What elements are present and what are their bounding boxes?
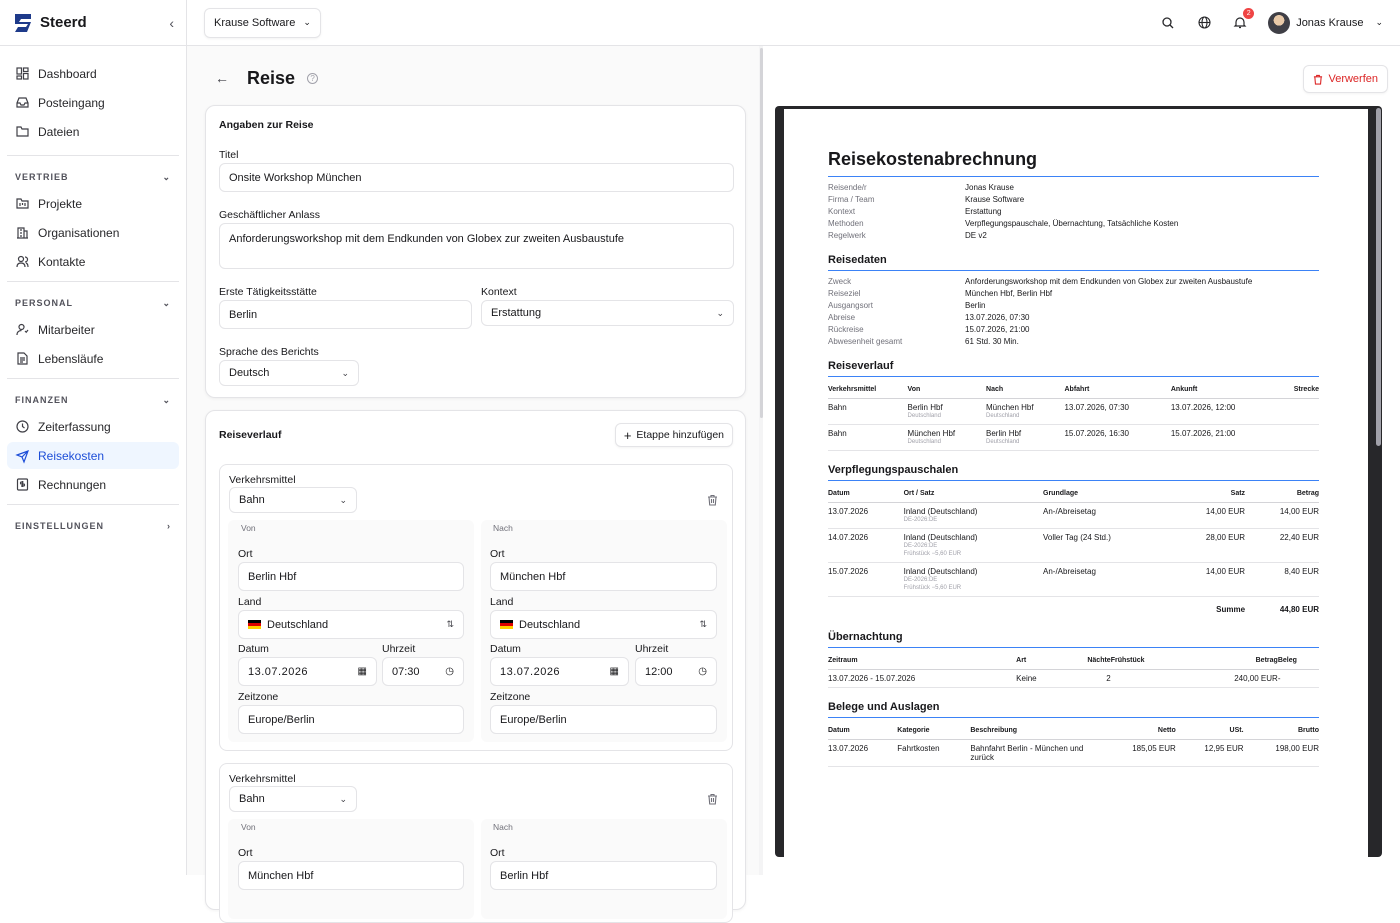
to-time-value: 12:00: [645, 665, 673, 678]
to-time-input[interactable]: [635, 657, 717, 686]
table-row: [828, 563, 1319, 597]
from-tz-input[interactable]: Europe/Berlin: [238, 705, 464, 734]
from-date-input[interactable]: [238, 657, 377, 686]
column-header: Strecke: [1277, 383, 1319, 399]
leg-card-1: [219, 464, 733, 751]
column-header: Art: [1016, 654, 1060, 670]
sidebar-item-contacts[interactable]: [7, 248, 179, 275]
place: München Hbf: [986, 403, 1034, 412]
mode-select[interactable]: [229, 487, 357, 513]
sidebar-item-employees[interactable]: [7, 316, 179, 343]
place: Berlin Hbf: [986, 429, 1022, 438]
amount-cell: 14,00 EUR: [1245, 503, 1319, 529]
table-header-row: [828, 654, 1319, 670]
from-place-label: Ort: [238, 847, 253, 859]
trash-icon[interactable]: [707, 494, 718, 509]
chevron-down-icon: ⌄: [1375, 17, 1383, 27]
section-title: EINSTELLUNGEN: [15, 521, 105, 531]
field-value: Berlin: [965, 301, 986, 310]
place: Berlin Hbf: [907, 403, 943, 412]
to-country-value: Deutschland: [519, 618, 581, 631]
back-arrow-icon[interactable]: ←: [215, 70, 229, 86]
mode-label: Verkehrsmittel: [229, 773, 296, 785]
column-header: USt.: [1176, 724, 1244, 740]
section-heading: Verpflegungspauschalen: [828, 464, 1319, 481]
sidebar-item-dashboard[interactable]: [7, 60, 179, 87]
pdf-viewer[interactable]: [775, 106, 1382, 857]
language-select[interactable]: [219, 360, 359, 386]
folder-icon: [15, 125, 29, 139]
divider: [7, 155, 179, 156]
field-value: Erstattung: [965, 207, 1002, 216]
receipt-cell: 185,05 EUR: [1100, 740, 1175, 767]
distance-cell: [1277, 425, 1319, 451]
reason-label: Geschäftlicher Anlass: [219, 209, 320, 221]
section-vertrieb[interactable]: [0, 166, 186, 188]
clock-icon[interactable]: ◷: [445, 666, 454, 677]
section-personal[interactable]: [0, 292, 186, 314]
arrival-cell: 13.07.2026, 12:00: [1171, 399, 1277, 425]
table-row: [828, 399, 1319, 425]
user-name: Jonas Krause: [1296, 16, 1364, 29]
sidebar-item-label: Zeiterfassung: [38, 419, 111, 434]
to-place-label: Ort: [490, 548, 505, 560]
title-input[interactable]: Onsite Workshop München: [219, 163, 734, 192]
sidebar-item-inbox[interactable]: [7, 89, 179, 116]
field-label: Zweck: [828, 277, 852, 286]
field-value: Anforderungsworkshop mit dem Endkunden von Globex zur zweiten Ausbaustufe: [965, 277, 1253, 286]
field-label: Kontext: [828, 207, 856, 216]
divider: [7, 281, 179, 282]
column-header: Kategorie: [897, 724, 970, 740]
pdf-scrollbar[interactable]: [1376, 108, 1381, 446]
mode-cell: Bahn: [828, 425, 908, 451]
to-country-label: Land: [490, 596, 514, 608]
field-label: Rückreise: [828, 325, 864, 334]
field-value: München Hbf, Berlin Hbf: [965, 289, 1053, 298]
column-header: Brutto: [1244, 724, 1319, 740]
card-title: Reiseverlauf: [219, 429, 282, 441]
preview-panel: [763, 46, 1400, 875]
brand: [0, 0, 186, 46]
context-select[interactable]: [481, 300, 734, 326]
add-leg-label: Etappe hinzufügen: [636, 429, 724, 441]
rate-code: DE-2026:DE: [903, 543, 938, 549]
chevron-down-icon: ⌄: [341, 367, 349, 378]
from-place-input[interactable]: München Hbf: [238, 861, 464, 890]
to-date-input[interactable]: [490, 657, 629, 686]
field-value: Krause Software: [965, 195, 1025, 204]
deduction: Frühstück −5,60 EUR: [903, 585, 962, 591]
from-cell: [908, 425, 986, 451]
place: Inland (Deutschland): [903, 567, 978, 576]
rate-code: DE-2026:DE: [903, 577, 938, 583]
collapse-sidebar-button[interactable]: ‹: [169, 14, 174, 31]
workplace-label: Erste Tätigkeitsstätte: [219, 286, 317, 298]
chevron-down-icon: ⌄: [162, 394, 171, 405]
sidebar-item-files[interactable]: [7, 118, 179, 145]
table-header-row: [828, 487, 1319, 503]
org-switcher[interactable]: [204, 8, 321, 38]
column-header: Grundlage: [1043, 487, 1171, 503]
reason-textarea[interactable]: Anforderungsworkshop mit dem Endkunden von Globex zur zweiten Ausbaustufe: [219, 223, 734, 269]
from-label: Von: [241, 523, 256, 533]
trip-data: [828, 277, 1319, 347]
section-heading: Belege und Auslagen: [828, 701, 1319, 718]
from-time-input[interactable]: [382, 657, 464, 686]
mode-value: Bahn: [239, 793, 265, 805]
country: Deutschland: [907, 413, 941, 419]
leg-card-2: [219, 763, 733, 923]
table-row: [828, 529, 1319, 563]
column-header: Betrag: [1184, 654, 1278, 670]
chevron-down-icon: ⌄: [716, 307, 724, 318]
section-title: VERTRIEB: [15, 172, 69, 182]
field-value: 61 Std. 30 Min.: [965, 337, 1019, 346]
section-einstellungen[interactable]: [0, 515, 186, 537]
brand-name: Steerd: [40, 14, 87, 31]
sidebar: [0, 0, 187, 875]
help-icon[interactable]: ?: [307, 73, 318, 84]
receipt-cell: 12,95 EUR: [1176, 740, 1244, 767]
column-header: Verkehrsmittel: [828, 383, 908, 399]
column-header: Beschreibung: [970, 724, 1100, 740]
field-label: Reiseziel: [828, 289, 861, 298]
column-header: Von: [908, 383, 986, 399]
table-row: [828, 503, 1319, 529]
column-header: Satz: [1171, 487, 1245, 503]
table-row: [828, 425, 1319, 451]
calendar-icon[interactable]: ▦: [357, 666, 367, 677]
to-place-input[interactable]: Berlin Hbf: [490, 861, 717, 890]
field-label: Regelwerk: [828, 231, 866, 240]
from-date-label: Datum: [238, 643, 269, 655]
field-label: Abwesenheit gesamt: [828, 337, 903, 346]
to-label: Nach: [493, 523, 513, 533]
receipt-cell: Fahrtkosten: [897, 740, 970, 767]
germany-flag-icon: [248, 620, 261, 629]
form-panel: [187, 46, 760, 882]
chevron-up-down-icon: ⇅: [446, 619, 454, 629]
trash-icon: [1313, 74, 1323, 85]
sidebar-item-label: Posteingang: [38, 95, 105, 110]
inbox-icon: [15, 96, 29, 110]
mode-value: Bahn: [239, 494, 265, 506]
user-icon: [15, 323, 29, 337]
sidebar-item-organisations[interactable]: [7, 219, 179, 246]
to-tz-label: Zeitzone: [490, 691, 531, 703]
sum-label: Summe: [1216, 605, 1246, 614]
language-value: Deutsch: [229, 367, 270, 379]
report-meta: [828, 183, 1319, 241]
notification-badge: 2: [1243, 8, 1254, 19]
from-tz-label: Zeitzone: [238, 691, 279, 703]
to-cell: [986, 425, 1064, 451]
from-place-label: Ort: [238, 548, 253, 560]
page-title: Reise: [247, 67, 296, 88]
bell-icon[interactable]: [1232, 9, 1251, 31]
to-place-input[interactable]: München Hbf: [490, 562, 717, 591]
route-card: [205, 410, 746, 910]
hotel-cell: 13.07.2026 - 15.07.2026: [828, 670, 1016, 688]
hotel-cell: -: [1278, 670, 1319, 688]
field-value: DE v2: [965, 231, 987, 240]
amount-cell: 22,40 EUR: [1245, 529, 1319, 563]
building-icon: [15, 226, 29, 240]
hotel-cell: 2: [1060, 670, 1110, 688]
chevron-up-down-icon: ⇅: [699, 619, 707, 629]
file-text-icon: [15, 352, 29, 366]
column-header: Ort / Satz: [904, 487, 1043, 503]
field-label: Reisende/r: [828, 183, 867, 192]
topbar: [187, 0, 1400, 46]
place: München Hbf: [907, 429, 956, 438]
to-label: Nach: [493, 822, 513, 832]
folder-kanban-icon: [15, 197, 29, 211]
column-header: Netto: [1100, 724, 1175, 740]
column-header: Beleg: [1278, 654, 1319, 670]
distance-cell: [1277, 399, 1319, 425]
sidebar-item-invoices[interactable]: [7, 471, 179, 498]
rate-cell: 28,00 EUR: [1171, 529, 1245, 563]
sidebar-item-label: Reisekosten: [38, 448, 105, 463]
globe-icon[interactable]: [1196, 15, 1212, 31]
section-heading: Übernachtung: [828, 631, 1319, 648]
empty-cell: [828, 597, 904, 619]
field-value: 15.07.2026, 21:00: [965, 325, 1030, 334]
table-row: [828, 670, 1319, 688]
sidebar-item-label: Kontakte: [38, 254, 86, 269]
clock-icon[interactable]: ◷: [698, 666, 707, 677]
field-label: Ausgangsort: [828, 301, 873, 310]
report-title: Reisekostenabrechnung: [828, 149, 1319, 177]
add-leg-button[interactable]: [615, 423, 733, 447]
sidebar-item-label: Lebensläufe: [38, 351, 104, 366]
sum-row: [828, 597, 1319, 619]
to-cell: [986, 399, 1064, 425]
departure-cell: 13.07.2026, 07:30: [1064, 399, 1170, 425]
hotel-cell: [1111, 670, 1184, 688]
sidebar-item-cvs[interactable]: [7, 345, 179, 372]
plus-icon: +: [623, 427, 632, 443]
hotel-cell: 240,00 EUR: [1184, 670, 1278, 688]
field-label: Methoden: [828, 219, 864, 228]
hotel-table: [828, 654, 1319, 688]
date-cell: 13.07.2026: [828, 503, 904, 529]
sidebar-item-label: Rechnungen: [38, 477, 107, 492]
to-date-label: Datum: [490, 643, 521, 655]
trash-icon[interactable]: [707, 793, 718, 808]
card-title: Angaben zur Reise: [219, 119, 314, 131]
sidebar-item-label: Projekte: [38, 196, 83, 211]
empty-cell: [1043, 597, 1171, 619]
basis-cell: Voller Tag (24 Std.): [1043, 529, 1171, 563]
org-name: Krause Software: [214, 16, 296, 29]
chevron-down-icon: ⌄: [339, 494, 347, 505]
divider: [7, 378, 179, 379]
to-tz-input[interactable]: Europe/Berlin: [490, 705, 717, 734]
sidebar-item-travel-expenses[interactable]: [7, 442, 179, 469]
receipt-cell: 13.07.2026: [828, 740, 897, 767]
from-time-value: 07:30: [392, 665, 420, 678]
mode-label: Verkehrsmittel: [229, 474, 296, 486]
rate-cell: 14,00 EUR: [1171, 563, 1245, 597]
language-label: Sprache des Berichts: [219, 346, 319, 358]
column-header: Nach: [986, 383, 1064, 399]
receipt-cell: Bahnfahrt Berlin - München und zurück: [970, 740, 1100, 767]
from-place-input[interactable]: Berlin Hbf: [238, 562, 464, 591]
column-header: Datum: [828, 487, 904, 503]
sidebar-item-label: Organisationen: [38, 225, 120, 240]
column-header: Datum: [828, 724, 897, 740]
avatar: [1268, 12, 1290, 34]
trip-details-card: [205, 105, 746, 398]
chevron-down-icon: ⌄: [339, 793, 347, 804]
divider: [7, 504, 179, 505]
arrival-cell: 15.07.2026, 21:00: [1171, 425, 1277, 451]
chevron-down-icon: ⌄: [303, 17, 311, 27]
field-value: Jonas Krause: [965, 183, 1014, 192]
from-country-select[interactable]: [238, 610, 464, 639]
sidebar-item-projects[interactable]: [7, 190, 179, 217]
section-title: PERSONAL: [15, 298, 74, 308]
sum-value: 44,80 EUR: [1279, 605, 1319, 614]
column-header: Betrag: [1245, 487, 1319, 503]
users-icon: [15, 255, 29, 269]
section-finanzen[interactable]: [0, 389, 186, 411]
receipts-table: [828, 724, 1319, 767]
section-heading: Reisedaten: [828, 254, 1319, 271]
dashboard-icon: [15, 67, 29, 81]
column-header: Zeitraum: [828, 654, 1016, 670]
basis-cell: An-/Abreisetag: [1043, 503, 1171, 529]
from-country-value: Deutschland: [267, 618, 329, 631]
place: Inland (Deutschland): [903, 533, 978, 542]
column-header: Nächte: [1060, 654, 1110, 670]
hotel-cell: Keine: [1016, 670, 1060, 688]
mode-select[interactable]: [229, 786, 357, 812]
chevron-down-icon: ⌄: [162, 297, 171, 308]
discard-label: Verwerfen: [1328, 73, 1378, 85]
country: Deutschland: [986, 413, 1020, 419]
plane-icon: [15, 449, 29, 463]
from-label: Von: [241, 822, 256, 832]
place-cell: [904, 563, 1043, 597]
calendar-icon[interactable]: ▦: [609, 666, 619, 677]
place-cell: [904, 503, 1043, 529]
date-cell: 14.07.2026: [828, 529, 904, 563]
receipt-cell: 198,00 EUR: [1244, 740, 1319, 767]
user-menu[interactable]: [1268, 12, 1383, 34]
to-date-value: 13.07.2026: [500, 665, 561, 678]
to-place-label: Ort: [490, 847, 505, 859]
chevron-right-icon: ›: [167, 521, 171, 531]
discard-button[interactable]: [1303, 65, 1388, 93]
context-value: Erstattung: [491, 307, 542, 319]
place-cell: [904, 529, 1043, 563]
sidebar-item-label: Mitarbeiter: [38, 322, 95, 337]
chevron-down-icon: ⌄: [162, 171, 171, 182]
report-document: [828, 149, 1319, 767]
deduction: Frühstück −5,60 EUR: [903, 551, 962, 557]
rate-cell: 14,00 EUR: [1171, 503, 1245, 529]
table-header-row: [828, 383, 1319, 399]
from-country-label: Land: [238, 596, 262, 608]
table-row: [828, 740, 1319, 767]
sidebar-item-time-tracking[interactable]: [7, 413, 179, 440]
field-value: 13.07.2026, 07:30: [965, 313, 1030, 322]
pdf-page: [784, 109, 1368, 857]
column-header: Abfahrt: [1064, 383, 1170, 399]
place: Inland (Deutschland): [903, 507, 978, 516]
sidebar-item-label: Dateien: [38, 124, 80, 139]
section-heading: Reiseverlauf: [828, 360, 1319, 377]
field-label: Firma / Team: [828, 195, 875, 204]
meal-table: [828, 487, 1319, 618]
empty-cell: [904, 597, 1043, 619]
basis-cell: An-/Abreisetag: [1043, 563, 1171, 597]
departure-cell: 15.07.2026, 16:30: [1064, 425, 1170, 451]
rate-code: DE-2026:DE: [903, 517, 938, 523]
amount-cell: 8,40 EUR: [1245, 563, 1319, 597]
title-label: Titel: [219, 149, 239, 161]
field-value: Verpflegungspauschale, Übernachtung, Tatsächliche Kosten: [965, 219, 1179, 228]
germany-flag-icon: [500, 620, 513, 629]
sidebar-item-label: Dashboard: [38, 66, 97, 81]
to-country-select[interactable]: [490, 610, 717, 639]
table-header-row: [828, 724, 1319, 740]
context-label: Kontext: [481, 286, 517, 298]
mode-cell: Bahn: [828, 399, 908, 425]
clock-icon: [15, 420, 29, 434]
section-title: FINANZEN: [15, 395, 69, 405]
country: Deutschland: [986, 439, 1020, 445]
search-icon[interactable]: [1160, 15, 1176, 31]
date-cell: 15.07.2026: [828, 563, 904, 597]
from-date-value: 13.07.2026: [248, 665, 309, 678]
column-header: Frühstück: [1111, 654, 1184, 670]
workplace-input[interactable]: Berlin: [219, 300, 472, 329]
to-time-label: Uhrzeit: [635, 643, 669, 655]
steerd-logo-icon: [12, 12, 34, 34]
column-header: Ankunft: [1171, 383, 1277, 399]
from-time-label: Uhrzeit: [382, 643, 416, 655]
route-table: [828, 383, 1319, 451]
from-cell: [908, 399, 986, 425]
field-label: Abreise: [828, 313, 856, 322]
country: Deutschland: [907, 439, 941, 445]
receipt-icon: [15, 478, 29, 492]
